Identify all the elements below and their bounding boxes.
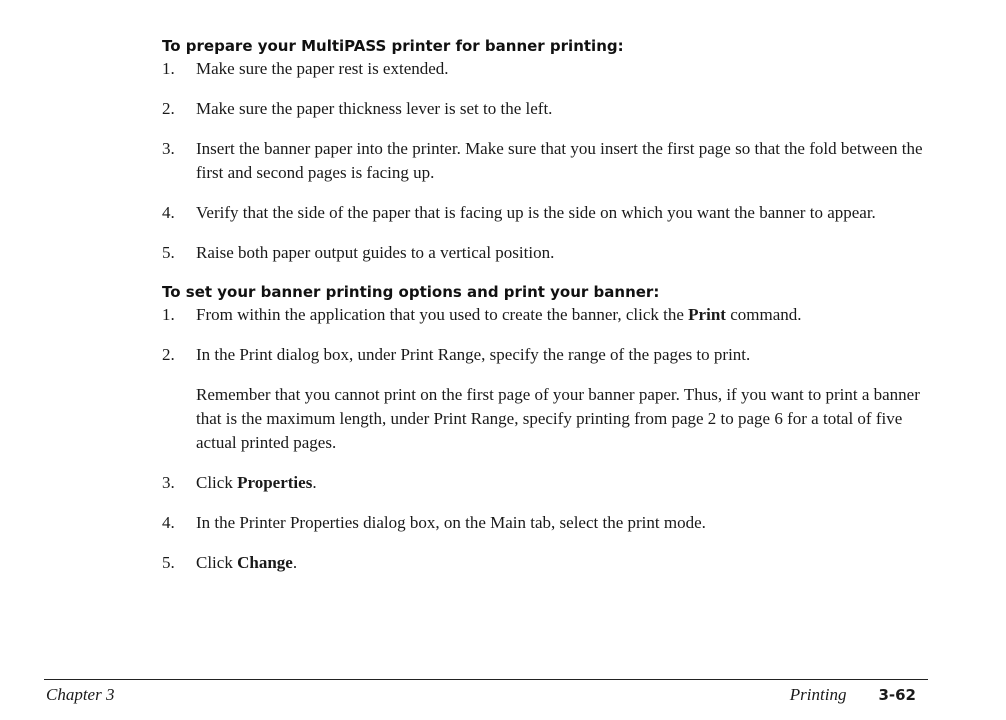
list-item: [162, 201, 932, 225]
list-item: [162, 511, 932, 535]
step-text-end: .: [312, 473, 317, 492]
step-text: [196, 553, 297, 572]
step-number: 3.: [162, 139, 175, 158]
step-text: In the Printer Properties dialog box, on the Main tab, select the print mode.: [196, 513, 706, 532]
step-text: Verify that the side of the paper that is facing up is the side on which you want the banner to appear.: [196, 203, 876, 222]
step-text: Raise both paper output guides to a vertical position.: [196, 243, 555, 262]
step-text-start: Click: [196, 473, 238, 492]
command-name-change: Change: [237, 553, 293, 572]
step-text-end: .: [292, 553, 298, 572]
step-text-start: From within the application that you used to create the banner, click the: [196, 305, 689, 324]
list-item: [162, 551, 932, 575]
step-number: 2.: [162, 345, 175, 364]
banner-options-steps-list: [162, 303, 932, 575]
step-text: [196, 305, 802, 324]
list-item: [162, 241, 932, 265]
section-heading-banner-options: To set your banner printing options and print your banner:: [162, 283, 660, 301]
step-number: 4.: [162, 513, 175, 532]
step-number: 4.: [162, 203, 175, 222]
step-text: In the Print dialog box, under Print Range, specify the range of the pages to print.: [196, 345, 751, 364]
page-number: 3-62: [878, 686, 916, 704]
footer-right: [790, 684, 916, 706]
list-item: [162, 303, 932, 327]
step-number: 3.: [162, 473, 175, 492]
list-item: [162, 471, 932, 495]
list-item: [162, 97, 932, 121]
step-text: [196, 473, 317, 492]
section-heading-prepare-printer: To prepare your MultiPASS printer for banner printing:: [162, 37, 624, 55]
list-item: [162, 137, 932, 185]
step-number: 5.: [162, 243, 175, 262]
step-number: 1.: [162, 305, 175, 324]
command-name-properties: Properties: [237, 473, 313, 492]
command-name-print: Print: [688, 305, 726, 324]
step-number: 5.: [162, 553, 175, 572]
step-note: Remember that you cannot print on the first page of your banner paper. Thus, if you want to print a banner that is the maximum length, under Print Range, specify printing from page 2 to page 6 for a total of five actual printed pages.: [196, 385, 920, 452]
step-text: Make sure the paper rest is extended.: [196, 59, 449, 78]
footer-divider: [44, 679, 928, 680]
step-text-end: command.: [725, 305, 802, 324]
step-text: Make sure the paper thickness lever is set to the left.: [196, 99, 553, 118]
page-content: [162, 36, 932, 575]
step-text-start: Click: [196, 553, 238, 572]
footer-chapter: Chapter 3: [46, 685, 115, 704]
prepare-steps-list: [162, 57, 932, 265]
footer-section-name: Printing: [789, 685, 847, 704]
step-number: 2.: [162, 99, 175, 118]
step-number: 1.: [162, 59, 175, 78]
step-text: Insert the banner paper into the printer. Make sure that you insert the first page so that the fold between the first and second pages is facing up.: [196, 139, 923, 182]
list-item: [162, 343, 932, 455]
list-item: [162, 57, 932, 81]
